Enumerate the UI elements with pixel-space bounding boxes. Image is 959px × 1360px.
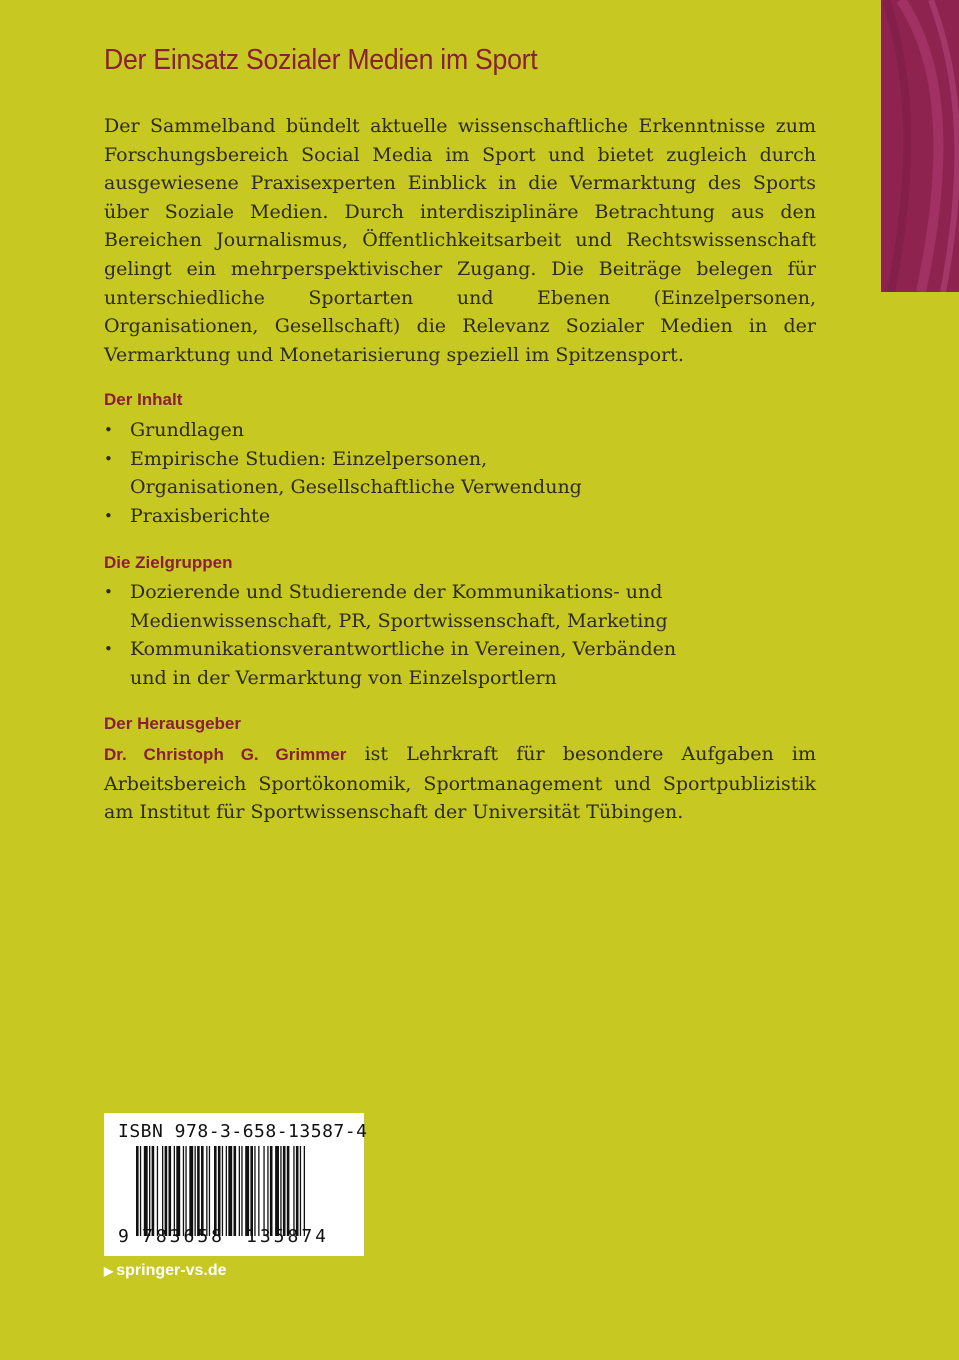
play-arrow-icon: ▶ <box>104 1264 114 1278</box>
barcode-bar <box>304 1146 305 1236</box>
list-item: • Empirische Studien: Einzelpersonen, Organisationen, Gesellschaftliche Verwendung <box>104 445 784 502</box>
barcode-bar <box>152 1146 155 1236</box>
barcode-bar <box>245 1146 249 1236</box>
barcode-bar <box>258 1146 259 1236</box>
barcode-bar <box>214 1146 217 1236</box>
barcode-bar <box>293 1146 294 1236</box>
barcode-bar <box>275 1146 279 1236</box>
barcode-bar <box>250 1146 253 1236</box>
barcode-bar <box>234 1146 237 1236</box>
barcode-bar <box>189 1146 193 1236</box>
list-item: • Grundlagen <box>104 416 784 445</box>
editor-description: ist Lehrkraft für besondere Aufgaben im Arbeitsbereich Sportökonomik, Sportmanagement und Sportpublizistik am Institut für Sportwissenschaft der Universität Tübingen. <box>104 743 816 824</box>
list-item: • Dozierende und Studierende der Kommunikations- und Medienwissenschaft, PR, Sportwissenschaft, Marketing <box>104 578 784 635</box>
barcode-bar <box>174 1146 175 1236</box>
barcode-bar <box>228 1146 232 1236</box>
barcode-bar <box>267 1146 268 1236</box>
barcode-bar <box>169 1146 172 1236</box>
barcode-bar <box>296 1146 299 1236</box>
editor-bio <box>104 740 816 827</box>
publisher-url: springer-vs.de <box>116 1262 227 1279</box>
barcode-bar <box>254 1146 255 1236</box>
barcode-bar <box>270 1146 273 1236</box>
barcode-bar <box>222 1146 223 1236</box>
barcode-bar <box>149 1146 150 1236</box>
contents-heading: Der Inhalt <box>104 390 183 409</box>
barcode-left-digits: 783658 <box>142 1226 226 1247</box>
barcode-bar <box>218 1146 221 1236</box>
barcode-bar <box>239 1146 240 1236</box>
barcode-bar <box>195 1146 196 1236</box>
isbn-label: ISBN 978-3-658-13587-4 <box>118 1121 368 1142</box>
barcode-bar <box>287 1146 290 1236</box>
barcode-bar <box>165 1146 168 1236</box>
contents-list <box>104 416 784 530</box>
barcode-bar <box>176 1146 180 1236</box>
barcode-bar <box>140 1146 141 1236</box>
barcode-bar <box>162 1146 163 1236</box>
barcode-bar <box>300 1146 301 1236</box>
decorative-side-band <box>881 0 959 292</box>
barcode-bar <box>201 1146 204 1236</box>
book-title: Der Einsatz Sozialer Medien im Sport <box>104 44 538 76</box>
barcode-first-digit: 9 <box>118 1226 129 1247</box>
barcode-bar <box>280 1146 281 1236</box>
book-description: Der Sammelband bündelt aktuelle wissenschaftliche Erkenntnisse zum Forschungsbereich Social Media im Sport und bietet zugleich durch ausgewiesene Praxisexperten Einblick in die Vermarktung des Sports über Soziale Medien. Durch interdisziplinäre Betrachtung aus den Bereichen Journalismus, Öffentlichkeitsarbeit und Rechtswissenschaft gelingt ein mehrperspektivischer Zugang. Die Beiträge belegen für unterschiedliche Sportarten und Ebenen (Einzelpersonen, Organisationen, Gesellschaft) die Relevanz Sozialer Medien in der Vermarktung und Monetarisierung speziell im Spitzensport. <box>104 115 816 366</box>
barcode-bar <box>185 1146 186 1236</box>
editor-heading: Der Herausgeber <box>104 714 242 733</box>
barcode-bar <box>197 1146 200 1236</box>
barcode-right-digits: 135874 <box>246 1226 330 1247</box>
list-item: • Praxisberichte <box>104 502 784 531</box>
barcode-bar <box>157 1146 158 1236</box>
barcode-bar <box>283 1146 286 1236</box>
barcode-bar <box>209 1146 210 1236</box>
audience-heading: Die Zielgruppen <box>104 553 233 572</box>
barcode-bar <box>226 1146 227 1236</box>
isbn-barcode <box>104 1113 368 1256</box>
editor-name: Dr. Christoph G. Grimmer <box>104 745 347 764</box>
barcode-bar <box>183 1146 184 1236</box>
barcode-bar <box>136 1146 139 1236</box>
barcode-bar <box>263 1146 264 1236</box>
publisher-link[interactable] <box>104 1262 227 1280</box>
list-item: • Kommunikationsverantwortliche in Vereinen, Verbänden und in der Vermarktung von Einzelsportlern <box>104 635 784 692</box>
barcode-bar <box>241 1146 242 1236</box>
barcode-bar <box>206 1146 207 1236</box>
barcode-bar <box>144 1146 148 1236</box>
decorative-swoosh-icon <box>881 0 959 292</box>
audience-list <box>104 578 784 692</box>
